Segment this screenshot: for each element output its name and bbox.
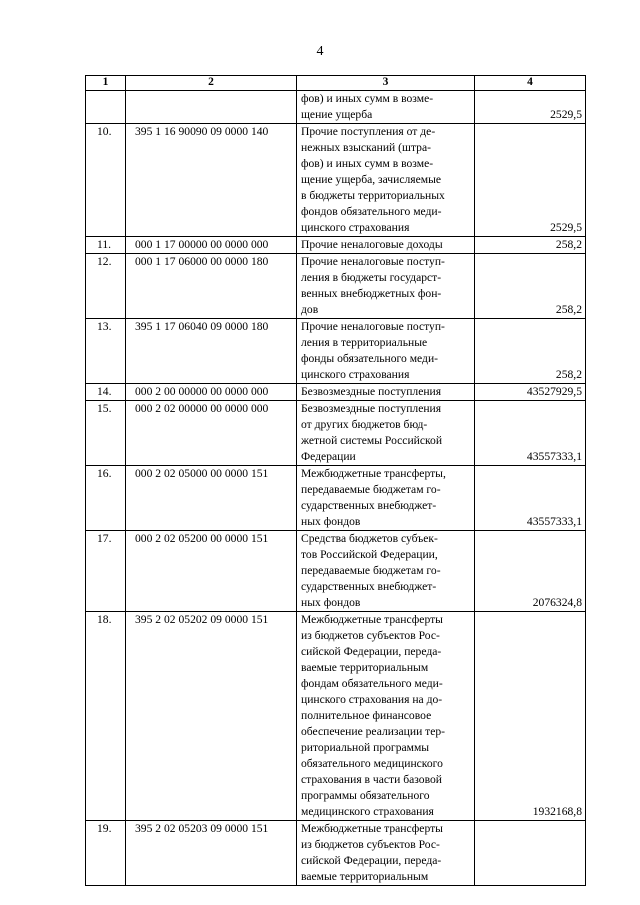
revenue-name-line: фондам обязательного меди- [301,677,443,690]
revenue-name [297,319,475,384]
revenue-name-line: дов [301,303,319,316]
revenue-name-line: венных внебюджетных фон- [301,287,442,300]
revenue-name [297,466,475,531]
table-row [86,531,586,612]
table-body [86,91,586,886]
column-header: 3 [297,76,475,91]
revenue-name-line: Межбюджетные трансферты [301,613,443,626]
revenue-name-line: ных фондов [301,515,361,528]
revenue-name-line: от других бюджетов бюд- [301,418,428,431]
table-row [86,384,586,401]
table-row [86,91,586,124]
column-header: 1 [86,76,126,91]
column-header: 4 [475,76,586,91]
amount: 43557333,1 [475,401,586,466]
revenue-name [297,531,475,612]
revenue-name [297,401,475,466]
page-number: 4 [316,44,324,59]
revenue-name-line: Безвозмездные поступления [301,385,442,398]
revenue-name-line: Прочие неналоговые поступ- [301,320,445,333]
revenue-name-line: цинского страхования на до- [301,693,443,706]
revenue-name-line: жетной системы Российской [301,434,443,447]
table-row [86,237,586,254]
row-number: 10. [86,124,126,237]
budget-code [126,91,297,124]
row-number: 16. [86,466,126,531]
revenue-name-line: обеспечение реализации тер- [301,725,446,738]
revenue-name-line: ления в бюджеты государст- [301,271,442,284]
amount [475,821,586,886]
amount: 2076324,8 [475,531,586,612]
revenue-name-line: фондов обязательного меди- [301,205,442,218]
amount: 258,2 [475,254,586,319]
table-row [86,401,586,466]
amount: 2529,5 [475,124,586,237]
revenue-name-line: ваемые территориальным [301,870,429,883]
revenue-name-line: ных фондов [301,596,361,609]
revenue-name-line: Федерации [301,450,356,463]
budget-code: 000 2 02 05200 00 0000 151 [126,531,297,612]
amount: 43527929,5 [475,384,586,401]
revenue-name-line: фов) и иных сумм в возме- [301,92,434,105]
revenue-name-line: Средства бюджетов субъек- [301,532,438,545]
revenue-name [297,384,475,401]
revenue-name-line: из бюджетов субъектов Рос- [301,629,440,642]
budget-code: 395 1 17 06040 09 0000 180 [126,319,297,384]
revenue-name-line: программы обязательного [301,789,430,802]
revenue-name-line: передаваемые бюджетам го- [301,564,441,577]
revenue-name-line: риториальной программы [301,741,430,754]
revenue-name-line: щение ущерба, зачисляемые [301,173,442,186]
revenue-name-line: обязательного медицинского [301,757,443,770]
revenue-name-line: сударственных внебюджет- [301,580,437,593]
revenue-name-line: медицинского страхования [301,805,434,818]
row-number: 19. [86,821,126,886]
table-row [86,254,586,319]
revenue-name [297,821,475,886]
budget-code: 000 1 17 00000 00 0000 000 [126,237,297,254]
budget-code: 000 2 02 05000 00 0000 151 [126,466,297,531]
revenue-name-line: Прочие неналоговые поступ- [301,255,445,268]
amount: 258,2 [475,237,586,254]
row-number: 17. [86,531,126,612]
budget-code: 000 2 00 00000 00 0000 000 [126,384,297,401]
row-number: 13. [86,319,126,384]
amount: 258,2 [475,319,586,384]
revenue-name-line: в бюджеты территориальных [301,189,445,202]
amount: 43557333,1 [475,466,586,531]
revenue-name-line: передаваемые бюджетам го- [301,483,441,496]
table-header-row [86,76,586,91]
revenue-name [297,612,475,821]
revenue-name-line: из бюджетов субъектов Рос- [301,838,440,851]
row-number: 18. [86,612,126,821]
revenue-name-line: сийской Федерации, переда- [301,854,442,867]
revenue-name-line: Безвозмездные поступления [301,402,442,415]
table-row [86,466,586,531]
revenue-name [297,237,475,254]
revenue-name-line: Прочие поступления от де- [301,125,436,138]
budget-code: 395 2 02 05202 09 0000 151 [126,612,297,821]
budget-code: 395 2 02 05203 09 0000 151 [126,821,297,886]
revenue-name-line: сийской Федерации, переда- [301,645,442,658]
revenue-name-line: тов Российской Федерации, [301,548,438,561]
budget-code: 000 2 02 00000 00 0000 000 [126,401,297,466]
revenue-name-line: ваемые территориальным [301,661,429,674]
row-number: 12. [86,254,126,319]
row-number: 11. [86,237,126,254]
row-number [86,91,126,124]
amount: 2529,5 [475,91,586,124]
amount: 1932168,8 [475,612,586,821]
budget-code: 000 1 17 06000 00 0000 180 [126,254,297,319]
revenue-name-line: фов) и иных сумм в возме- [301,157,434,170]
revenue-name-line: фонды обязательного меди- [301,352,439,365]
table-row [86,124,586,237]
revenue-name-line: страхования в части базовой [301,773,442,786]
revenue-name [297,254,475,319]
revenue-table [85,75,586,886]
revenue-name-line: щение ущерба [301,108,373,121]
revenue-name-line: цинского страхования [301,221,410,234]
revenue-name-line: Межбюджетные трансферты [301,822,443,835]
revenue-name [297,91,475,124]
budget-code: 395 1 16 90090 09 0000 140 [126,124,297,237]
column-header: 2 [126,76,297,91]
table-row [86,612,586,821]
revenue-name-line: Прочие неналоговые доходы [301,238,443,251]
revenue-name-line: нежных взысканий (штра- [301,141,431,154]
revenue-name-line: сударственных внебюджет- [301,499,437,512]
table-row [86,319,586,384]
revenue-name-line: полнительное финансовое [301,709,432,722]
revenue-name-line: Межбюджетные трансферты, [301,467,446,480]
revenue-name [297,124,475,237]
revenue-name-line: ления в территориальные [301,336,428,349]
row-number: 14. [86,384,126,401]
table-row [86,821,586,886]
revenue-name-line: цинского страхования [301,368,410,381]
row-number: 15. [86,401,126,466]
